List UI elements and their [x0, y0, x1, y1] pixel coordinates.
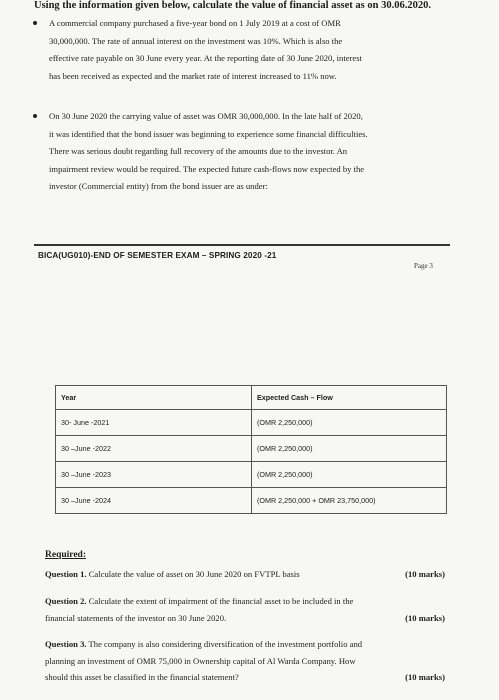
- required-heading: Required:: [45, 550, 86, 560]
- bullet-line: impairment review would be required. The expected future cash-flows now expected by the: [49, 163, 365, 174]
- question-label: Question 1.: [45, 569, 87, 579]
- year-cell: 30 –June -2023: [56, 462, 252, 488]
- bullet-line: 30,000,000. The rate of annual interest on the investment was 10%. Which is also the: [49, 35, 343, 46]
- page-divider: [34, 244, 450, 246]
- question-line: [45, 653, 445, 670]
- question-line: [45, 593, 445, 610]
- cash-flow-cell: (OMR 2,250,000): [252, 436, 447, 462]
- bullet-item-bond-purchase: [49, 15, 449, 85]
- table-header-row: [56, 386, 447, 410]
- question-marks: (10 marks): [405, 672, 445, 682]
- question-line: [45, 566, 445, 583]
- table-row: [56, 436, 447, 462]
- exam-header: BICA(UG010)-END OF SEMESTER EXAM – SPRING 2020 -21: [38, 251, 277, 260]
- question-text: The company is also considering diversification of the investment portfolio and: [88, 639, 363, 649]
- cash-flow-cell: (OMR 2,250,000 + OMR 23,750,000): [252, 488, 447, 514]
- bullet-icon: [33, 114, 37, 118]
- question-text: financial statements of the investor on 30 June 2020.: [45, 612, 227, 623]
- question-text: Calculate the value of asset on 30 June 2020 on FVTPL basis: [88, 569, 300, 579]
- bullet-line: There was serious doubt regarding full recovery of the amounts due to the investor. An: [49, 146, 348, 156]
- question-text: planning an investment of OMR 75,000 in Ownership capital of Al Warda Company. How: [45, 655, 356, 666]
- bullet-line: it was identified that the bond issuer was beginning to experience some financial difficulties.: [49, 128, 368, 139]
- question-line: [45, 636, 445, 653]
- year-cell: 30 –June -2024: [56, 488, 252, 514]
- bullet-item-impairment: [49, 108, 449, 196]
- column-header-year: Year: [56, 386, 252, 410]
- year-cell: 30- June -2021: [56, 410, 252, 436]
- question-text: should this asset be classified in the financial statement?: [45, 672, 239, 682]
- question-text: Calculate the extent of impairment of the financial asset to be included in the: [88, 596, 354, 606]
- bullet-line: A commercial company purchased a five-year bond on 1 July 2019 at a cost of OMR: [49, 18, 341, 28]
- bullet-line: effective rate payable on 30 June every year. At the reporting date of 30 June 2020, interest: [49, 53, 362, 63]
- table-row: [56, 462, 447, 488]
- cash-flow-table: [55, 385, 447, 514]
- table-row: [56, 410, 447, 436]
- year-cell: 30 –June -2022: [56, 436, 252, 462]
- question-marks: (10 marks): [405, 569, 445, 579]
- question-label: Question 3.: [45, 639, 87, 649]
- question-1: [45, 566, 445, 583]
- bullet-line: investor (Commercial entity) from the bond issuer are as under:: [49, 181, 268, 191]
- cash-flow-cell: (OMR 2,250,000): [252, 410, 447, 436]
- bullet-line: On 30 June 2020 the carrying value of asset was OMR 30,000,000. In the late half of 2020,: [49, 111, 363, 121]
- question-line: [45, 610, 445, 627]
- question-3: [45, 636, 445, 686]
- table-row: [56, 488, 447, 514]
- bullet-icon: [33, 21, 37, 25]
- column-header-cash-flow: Expected Cash – Flow: [252, 386, 447, 410]
- question-label: Question 2.: [45, 596, 87, 606]
- page-number: Page 3: [414, 262, 433, 270]
- cash-flow-cell: (OMR 2,250,000): [252, 462, 447, 488]
- section-heading: Using the information given below, calculate the value of financial asset as on 30.06.2020.: [34, 0, 431, 11]
- question-line: [45, 669, 445, 686]
- question-marks: (10 marks): [405, 612, 445, 623]
- bullet-line: has been received as expected and the market rate of interest increased to 11% now.: [49, 70, 337, 81]
- question-2: [45, 593, 445, 626]
